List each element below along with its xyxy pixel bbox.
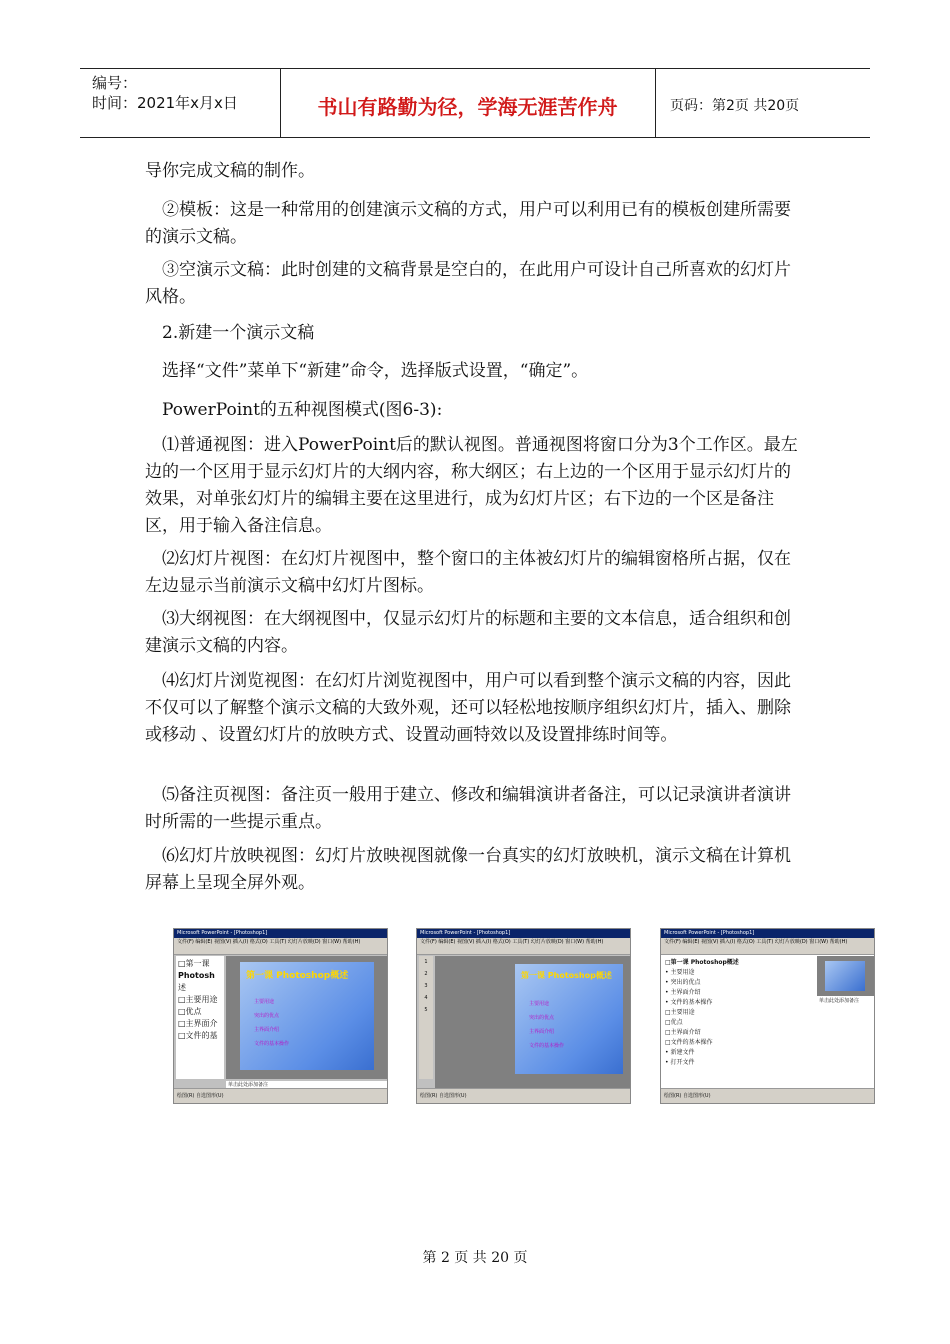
mini-slide-preview (825, 961, 865, 991)
outline-line: □文件的基 (178, 1031, 218, 1040)
slide-bullet: 主要用途 (254, 999, 275, 1005)
outline-line: • 主要用途 (665, 969, 695, 976)
toolbar (417, 946, 630, 955)
header-meta (92, 73, 238, 113)
outline-line: • 文件的基本操作 (665, 999, 713, 1006)
body-paragraph: 导你完成文稿的制作。 (145, 161, 315, 181)
screenshot-outline-view (660, 928, 875, 1104)
notes-pane: 单击此处添加备注 (817, 997, 875, 1006)
page-header (80, 68, 870, 138)
outline-line: • 突出的优点 (665, 979, 701, 986)
notes-pane: 单击此处添加备注 (226, 1081, 388, 1090)
outline-line: □优点 (665, 1019, 683, 1026)
outline-line: □第一课 Photoshop概述 (665, 959, 739, 966)
window-titlebar: Microsoft PowerPoint - [Photoshop1] (661, 929, 874, 938)
slide-preview (240, 962, 374, 1070)
body-paragraph: ⑶大纲视图：在大纲视图中，仅显示幻灯片的标题和主要的文本信息，适合组织和创建演示文稿的内容。 (145, 609, 791, 656)
menu-bar: 文件(F) 编辑(E) 视图(V) 插入(I) 格式(O) 工具(T) 幻灯片放映(D) 窗口(W) 帮助(H) (174, 938, 387, 946)
body-paragraph: ⑵幻灯片视图：在幻灯片视图中，整个窗口的主体被幻灯片的编辑窗格所占据，仅在左边显示当前演示文稿中幻灯片图标。 (145, 549, 791, 596)
slide-bullet: 文件的基本操作 (529, 1043, 565, 1049)
slide-bullet: 主界面介绍 (529, 1029, 555, 1035)
slide-title: 第一课 Photoshop概述 (246, 971, 349, 981)
outline-line: 述 (178, 983, 186, 992)
outline-pane (663, 956, 813, 1079)
slide-area (226, 956, 387, 1079)
header-date: 时间：2021年x月x日 (92, 94, 238, 112)
slide-number: 3 (424, 983, 428, 989)
outline-line: • 新建文件 (665, 1049, 695, 1056)
slide-preview (515, 964, 623, 1074)
toolbar (174, 946, 387, 955)
slide-bullet: 突出的优点 (529, 1015, 555, 1021)
status-bar: 绘图(R) 自选图形(U) (174, 1088, 387, 1103)
body-paragraph: PowerPoint的五种视图模式(图6-3): (145, 400, 443, 420)
status-bar: 绘图(R) 自选图形(U) (417, 1088, 630, 1103)
section-heading: 2.新建一个演示文稿 (145, 323, 315, 343)
toolbar (661, 946, 874, 955)
outline-line: □优点 (178, 1007, 202, 1016)
slide-number: 5 (424, 1007, 428, 1013)
body-paragraph: ⑹幻灯片放映视图：幻灯片放映视图就像一台真实的幻灯放映机，演示文稿在计算机屏幕上呈现全屏外观。 (145, 846, 791, 893)
body-paragraph: ⑷幻灯片浏览视图：在幻灯片浏览视图中，用户可以看到整个演示文稿的内容，因此不仅可以了解整个演示文稿的大致外观，还可以轻松地按顺序组织幻灯片，插入、删除或移动 、设置幻灯片的放映方式、设置动画特效以及设置排练时间等。 (145, 671, 791, 745)
outline-line: □文件的基本操作 (665, 1039, 713, 1046)
window-titlebar: Microsoft PowerPoint - [Photoshop1] (417, 929, 630, 938)
outline-line: • 打开文件 (665, 1059, 695, 1066)
page-footer: 第 2 页 共 20 页 (422, 1250, 528, 1266)
outline-line: □主界面介绍 (665, 1029, 701, 1036)
outline-pane (176, 956, 224, 1079)
body-paragraph: ③空演示文稿：此时创建的文稿背景是空白的，在此用户可设计自己所喜欢的幻灯片风格。 (145, 260, 791, 307)
body-paragraph: ⑴普通视图：进入PowerPoint后的默认视图。普通视图将窗口分为3个工作区。最左边的一个区用于显示幻灯片的大纲内容，称大纲区；右上边的一个区用于显示幻灯片的效果，对单张幻灯片的编辑主要在这里进行，成为幻灯片区；右下边的一个区是备注区，用于输入备注信息。 (145, 435, 798, 536)
slide-bullet: 主界面介绍 (254, 1027, 280, 1033)
view-screenshots (0, 928, 950, 1104)
header-page-info: 页码：第2页 共20页 (670, 98, 800, 114)
outline-line: Photosh (178, 971, 215, 980)
window-titlebar: Microsoft PowerPoint - [Photoshop1] (174, 929, 387, 938)
slide-area (435, 956, 630, 1089)
mini-slide-pane (817, 956, 874, 996)
header-number-label: 编号： (92, 74, 138, 92)
outline-line: □主要用途 (178, 995, 218, 1004)
body-paragraph: 选择“文件”菜单下“新建”命令，选择版式设置，“确定”。 (145, 361, 589, 381)
menu-bar: 文件(F) 编辑(E) 视图(V) 插入(I) 格式(O) 工具(T) 幻灯片放映(D) 窗口(W) 帮助(H) (661, 938, 874, 946)
slide-number: 1 (424, 959, 428, 965)
slide-title: 第一课 Photoshop概述 (521, 971, 612, 980)
outline-line: □主界面介 (178, 1019, 218, 1028)
outline-line: • 主界面介绍 (665, 989, 701, 996)
slide-icon-column (419, 956, 433, 1079)
menu-bar: 文件(F) 编辑(E) 视图(V) 插入(I) 格式(O) 工具(T) 幻灯片放映(D) 窗口(W) 帮助(H) (417, 938, 630, 946)
screenshot-normal-view (173, 928, 388, 1104)
status-bar: 绘图(R) 自选图形(U) (661, 1088, 874, 1103)
slide-bullet: 突出的优点 (254, 1013, 280, 1019)
outline-line: □主要用途 (665, 1009, 695, 1016)
slide-bullet: 文件的基本操作 (254, 1041, 290, 1047)
slide-number: 2 (424, 971, 428, 977)
body-paragraph: ⑸备注页视图：备注页一般用于建立、修改和编辑演讲者备注，可以记录演讲者演讲时所需的一些提示重点。 (145, 785, 791, 832)
slide-number: 4 (424, 995, 428, 1001)
header-motto: 书山有路勤为径，学海无涯苦作舟 (317, 95, 618, 119)
header-divider (655, 69, 656, 137)
screenshot-slide-view (416, 928, 631, 1104)
outline-line: □第一课 (178, 959, 210, 968)
slide-bullet: 主要用途 (529, 1001, 550, 1007)
body-paragraph: ②模板：这是一种常用的创建演示文稿的方式，用户可以利用已有的模板创建所需要的演示文稿。 (145, 200, 791, 247)
